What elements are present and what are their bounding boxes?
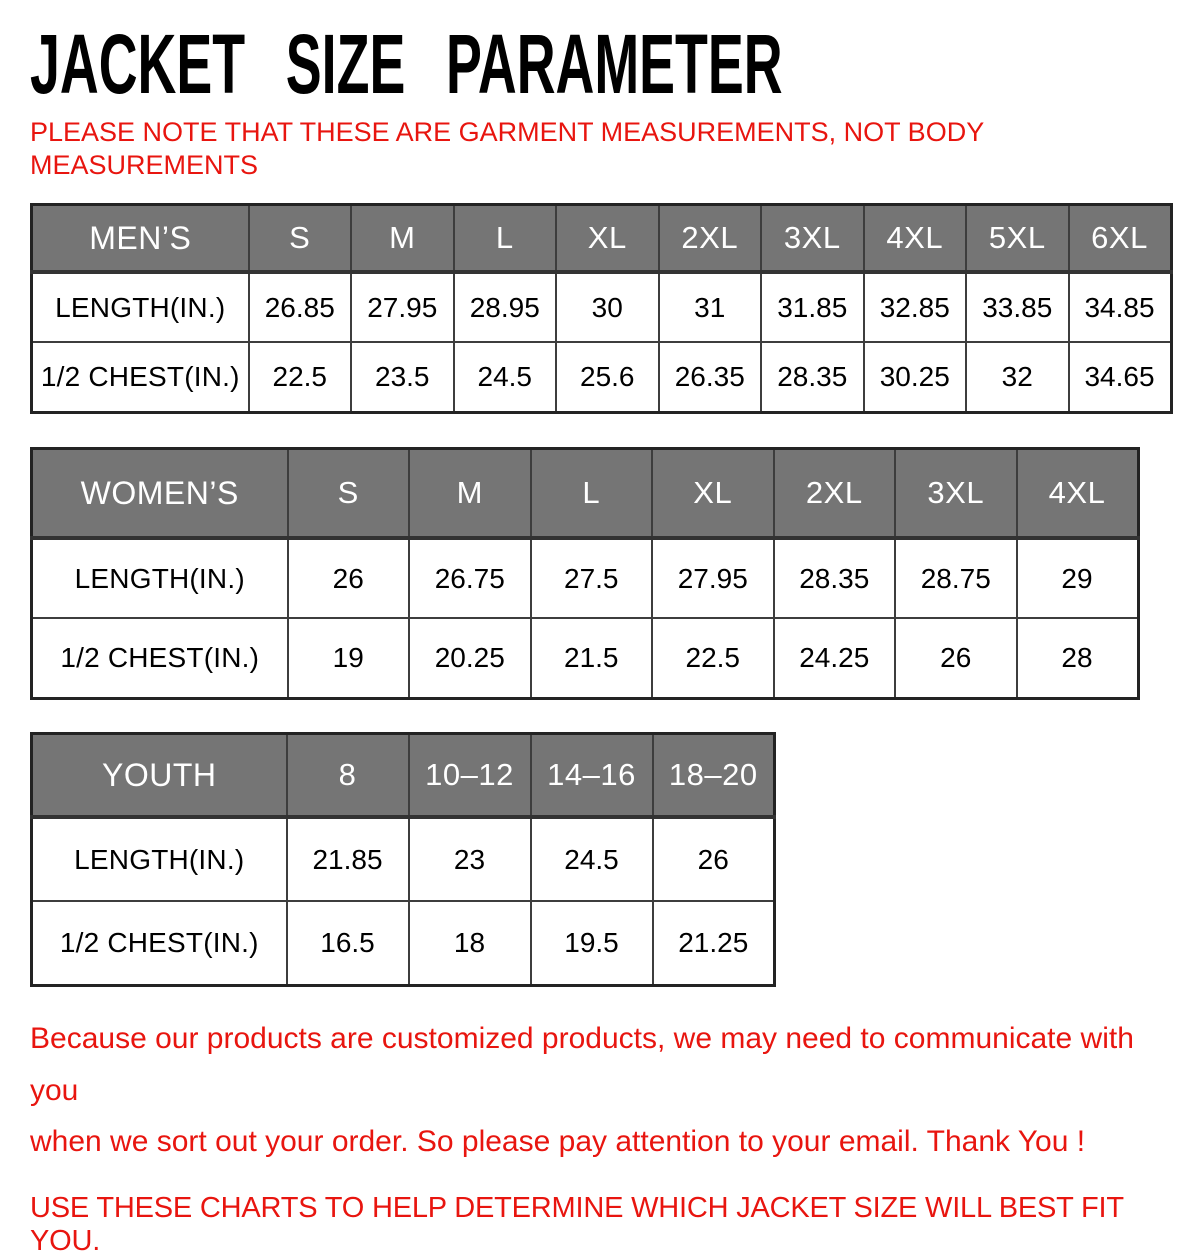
size-header-cell: M bbox=[351, 204, 454, 272]
measurement-value-cell: 26 bbox=[653, 817, 775, 901]
measurement-value-cell: 26 bbox=[288, 538, 410, 618]
measurement-value-cell: 23 bbox=[409, 817, 531, 901]
row-label-cell: 1/2 CHEST(IN.) bbox=[32, 901, 287, 985]
womens-chest-row bbox=[32, 618, 1139, 698]
mens-header-row bbox=[32, 204, 1172, 272]
measurement-value-cell: 22.5 bbox=[652, 618, 774, 698]
size-header-cell: L bbox=[531, 448, 653, 538]
size-header-cell: M bbox=[409, 448, 531, 538]
measurement-value-cell: 22.5 bbox=[249, 342, 352, 412]
measurement-value-cell: 26.85 bbox=[249, 272, 352, 342]
measurement-value-cell: 27.5 bbox=[531, 538, 653, 618]
size-header-cell: S bbox=[288, 448, 410, 538]
size-header-cell: 5XL bbox=[966, 204, 1069, 272]
measurement-value-cell: 28.35 bbox=[761, 342, 864, 412]
measurement-value-cell: 32 bbox=[966, 342, 1069, 412]
measurement-value-cell: 24.5 bbox=[531, 817, 653, 901]
size-header-cell: L bbox=[454, 204, 557, 272]
customization-notice-line-2: when we sort out your order. So please pay attention to your email. Thank You ! bbox=[30, 1125, 1086, 1159]
womens-size-table bbox=[30, 447, 1140, 700]
measurement-value-cell: 21.25 bbox=[653, 901, 775, 985]
garment-measurement-note bbox=[30, 116, 990, 183]
measurement-value-cell: 18 bbox=[409, 901, 531, 985]
size-header-cell: 14–16 bbox=[531, 733, 653, 817]
measurement-value-cell: 29 bbox=[1017, 538, 1139, 618]
customization-notice bbox=[30, 1013, 1170, 1168]
measurement-value-cell: 34.65 bbox=[1069, 342, 1172, 412]
youth-length-row bbox=[32, 817, 775, 901]
measurement-value-cell: 26 bbox=[895, 618, 1017, 698]
measurement-value-cell: 19 bbox=[288, 618, 410, 698]
measurement-value-cell: 21.85 bbox=[287, 817, 409, 901]
measurement-value-cell: 21.5 bbox=[531, 618, 653, 698]
measurement-value-cell: 24.25 bbox=[774, 618, 896, 698]
measurement-value-cell: 16.5 bbox=[287, 901, 409, 985]
measurement-value-cell: 32.85 bbox=[864, 272, 967, 342]
size-header-cell: 2XL bbox=[659, 204, 762, 272]
row-label-cell: 1/2 CHEST(IN.) bbox=[32, 618, 288, 698]
size-header-cell: S bbox=[249, 204, 352, 272]
page-title-text: JACKET SIZE PARAMETER bbox=[30, 17, 783, 111]
row-label-cell: LENGTH(IN.) bbox=[32, 817, 287, 901]
womens-table-title-cell: WOMEN’S bbox=[32, 448, 288, 538]
measurement-value-cell: 34.85 bbox=[1069, 272, 1172, 342]
size-header-cell: XL bbox=[556, 204, 659, 272]
measurement-value-cell: 27.95 bbox=[351, 272, 454, 342]
size-header-cell: 8 bbox=[287, 733, 409, 817]
measurement-value-cell: 31.85 bbox=[761, 272, 864, 342]
size-header-cell: 4XL bbox=[1017, 448, 1139, 538]
mens-length-row bbox=[32, 272, 1172, 342]
measurement-value-cell: 30 bbox=[556, 272, 659, 342]
measurement-value-cell: 20.25 bbox=[409, 618, 531, 698]
row-label-cell: LENGTH(IN.) bbox=[32, 272, 249, 342]
row-label-cell: 1/2 CHEST(IN.) bbox=[32, 342, 249, 412]
womens-header-row bbox=[32, 448, 1139, 538]
size-header-cell: 3XL bbox=[895, 448, 1017, 538]
size-header-cell: XL bbox=[652, 448, 774, 538]
customization-notice-line-1: Because our products are customized products, we may need to communicate with you bbox=[30, 1021, 1134, 1107]
measurement-value-cell: 28.75 bbox=[895, 538, 1017, 618]
note-line-1: PLEASE NOTE THAT THESE ARE GARMENT MEASUREMENTS, NOT BODY bbox=[30, 117, 985, 147]
measurement-value-cell: 27.95 bbox=[652, 538, 774, 618]
size-header-cell: 2XL bbox=[774, 448, 896, 538]
size-header-cell: 18–20 bbox=[653, 733, 775, 817]
row-label-cell: LENGTH(IN.) bbox=[32, 538, 288, 618]
youth-table-title-cell: YOUTH bbox=[32, 733, 287, 817]
womens-length-row bbox=[32, 538, 1139, 618]
mens-size-table bbox=[30, 203, 1173, 414]
measurement-value-cell: 28.95 bbox=[454, 272, 557, 342]
measurement-value-cell: 26.35 bbox=[659, 342, 762, 412]
measurement-value-cell: 26.75 bbox=[409, 538, 531, 618]
size-header-cell: 4XL bbox=[864, 204, 967, 272]
youth-chest-row bbox=[32, 901, 775, 985]
measurement-value-cell: 33.85 bbox=[966, 272, 1069, 342]
measurement-value-cell: 19.5 bbox=[531, 901, 653, 985]
measurement-value-cell: 23.5 bbox=[351, 342, 454, 412]
measurement-value-cell: 28.35 bbox=[774, 538, 896, 618]
mens-table-title-cell: MEN’S bbox=[32, 204, 249, 272]
measurement-value-cell: 25.6 bbox=[556, 342, 659, 412]
size-header-cell: 10–12 bbox=[409, 733, 531, 817]
measurement-value-cell: 28 bbox=[1017, 618, 1139, 698]
mens-chest-row bbox=[32, 342, 1172, 412]
measurement-value-cell: 24.5 bbox=[454, 342, 557, 412]
youth-size-table bbox=[30, 732, 776, 987]
youth-header-row bbox=[32, 733, 775, 817]
size-header-cell: 3XL bbox=[761, 204, 864, 272]
note-line-2: MEASUREMENTS bbox=[30, 150, 259, 181]
page-title bbox=[30, 17, 1170, 111]
measurement-value-cell: 31 bbox=[659, 272, 762, 342]
size-header-cell: 6XL bbox=[1069, 204, 1172, 272]
fit-advice-line: USE THESE CHARTS TO HELP DETERMINE WHICH JACKET SIZE WILL BEST FIT YOU. bbox=[30, 1191, 1124, 1257]
measurement-value-cell: 30.25 bbox=[864, 342, 967, 412]
